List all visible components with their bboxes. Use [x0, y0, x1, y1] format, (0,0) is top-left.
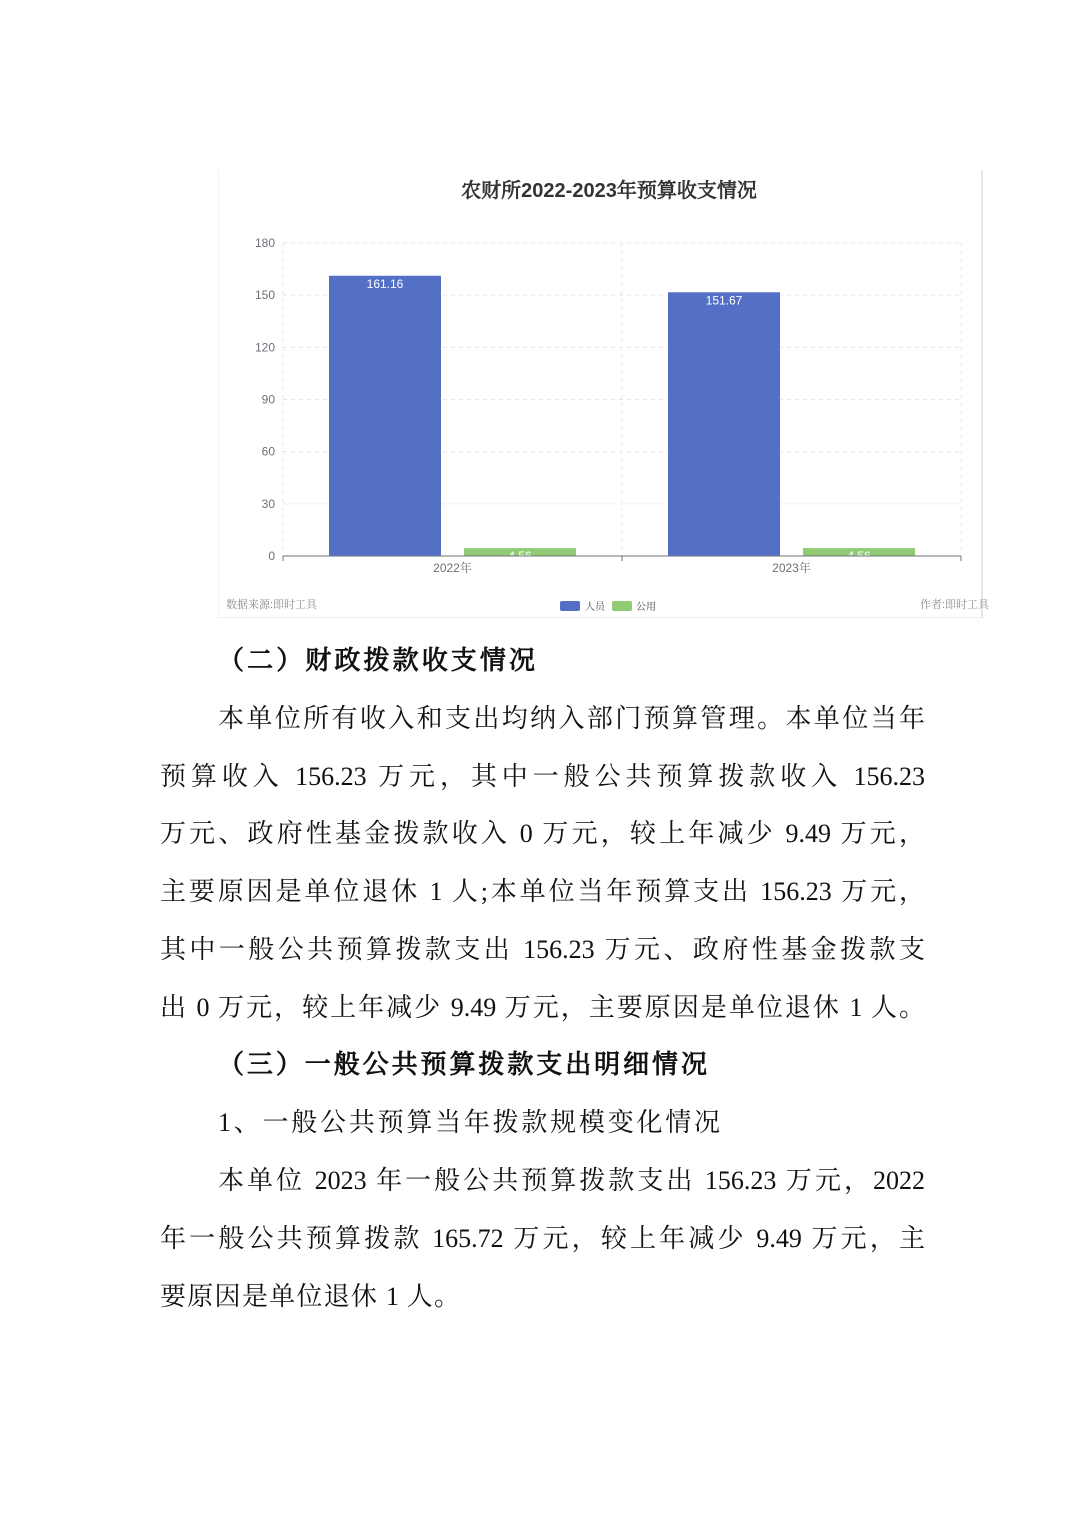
paragraph-line: 年一般公共预算拨款 165.72 万元，较上年减少 9.49 万元，主	[160, 1224, 925, 1253]
y-tick-label: 150	[254, 288, 275, 303]
y-tick-label: 90	[261, 392, 275, 407]
subsection-heading: 1、一般公共预算当年拨款规模变化情况	[218, 1108, 720, 1137]
data-label: 4.56	[508, 549, 532, 564]
paragraph-line: 万元、政府性基金拨款收入 0 万元，较上年减少 9.49 万元，	[160, 819, 925, 848]
paragraph-line: 要原因是单位退休 1 人。	[160, 1282, 460, 1311]
bar	[668, 292, 780, 556]
legend-swatch-personnel	[560, 601, 580, 611]
paragraph-line: 出 0 万元，较上年减少 9.49 万元，主要原因是单位退休 1 人。	[160, 993, 925, 1022]
bar-chart-svg	[219, 170, 990, 617]
data-label: 161.16	[366, 276, 404, 291]
paragraph-line: 本单位所有收入和支出均纳入部门预算管理。本单位当年	[218, 704, 925, 733]
y-tick-label: 60	[261, 444, 275, 459]
data-source-note: 数据来源:即时工具	[226, 599, 318, 611]
legend-label-personnel: 人员	[585, 602, 605, 613]
chart-title: 农财所2022-2023年预算收支情况	[461, 180, 757, 202]
section-heading: （二）财政拨款收支情况	[218, 646, 535, 675]
legend-label-public: 公用	[636, 602, 656, 613]
chart-legend	[560, 600, 656, 613]
y-tick-label: 30	[261, 496, 275, 511]
y-tick-label: 120	[254, 340, 275, 355]
x-tick-label: 2023年	[772, 561, 811, 575]
y-tick-label: 180	[254, 236, 275, 250]
budget-bar-chart	[218, 170, 990, 618]
data-label: 151.67	[705, 293, 743, 308]
author-note: 作者:即时工具	[920, 599, 990, 611]
y-tick-label: 0	[268, 549, 275, 563]
bar	[329, 276, 441, 556]
data-label: 4.56	[847, 549, 871, 564]
legend-swatch-public	[612, 601, 632, 611]
paragraph-line: 主要原因是单位退休 1 人;本单位当年预算支出 156.23 万元，	[160, 877, 925, 906]
paragraph-line: 其中一般公共预算拨款支出 156.23 万元、政府性基金拨款支	[160, 935, 925, 964]
section-heading: （三）一般公共预算拨款支出明细情况	[218, 1050, 707, 1079]
paragraph-line: 本单位 2023 年一般公共预算拨款支出 156.23 万元，2022	[218, 1166, 925, 1195]
paragraph-line: 预算收入 156.23 万元，其中一般公共预算拨款收入 156.23	[160, 762, 925, 791]
x-tick-label: 2022年	[433, 561, 472, 575]
